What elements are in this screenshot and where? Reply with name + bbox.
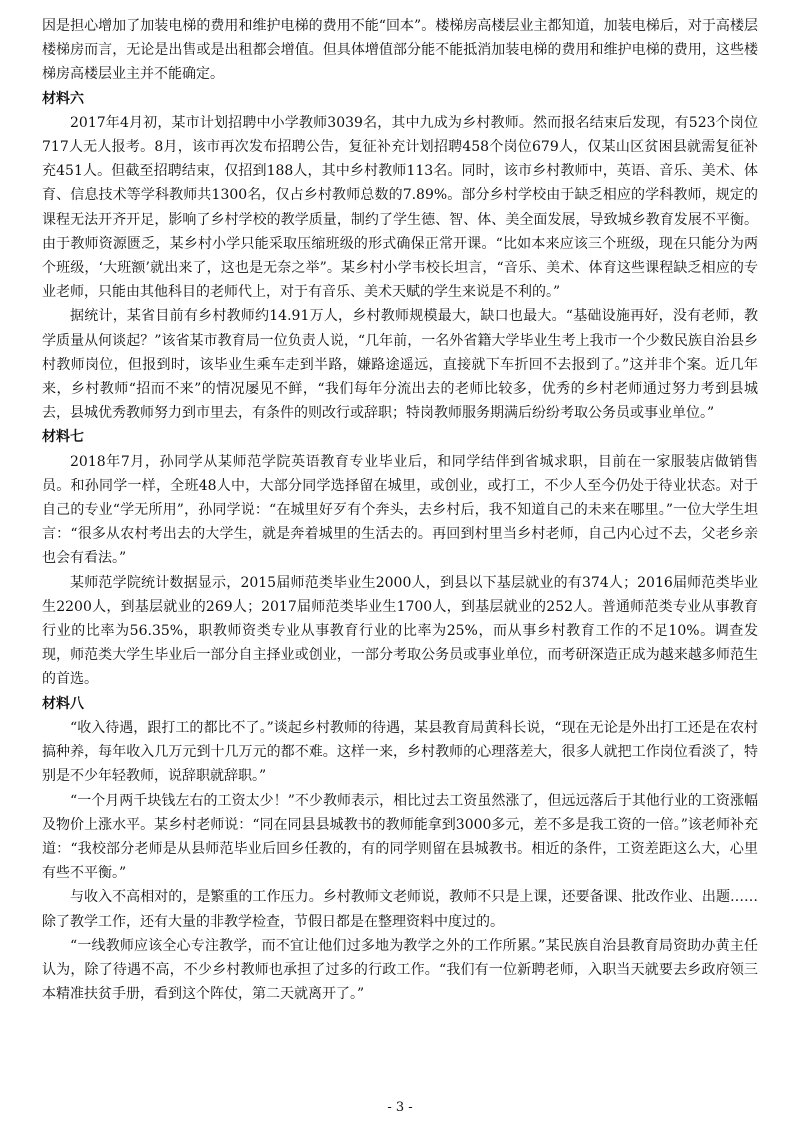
document-page	[42, 14, 758, 1006]
paragraph-administrative-burden: “一线教师应该全心专注教学，而不宜让他们过多地为教学之外的工作所累。”某民族自治县教育局资助办黄主任认为，除了待遇不高，不少乡村教师也承担了过多的行政工作。“我们有一位新聘老师，入职当天就要去乡政府领三本精准扶贫手册，看到这个阵仗，第二天就离开了。”	[42, 937, 758, 1003]
section-heading-material-8: 材料八	[42, 695, 84, 712]
paragraph-income-comparison: “收入待遇，跟打工的都比不了。”谈起乡村教师的待遇，某县教育局黄科长说，“现在无论是外出打工还是在农村搞种养，每年收入几万元到十几万元的都不难。这样一来，乡村教师的心理落差大，很多人就把工作岗位看淡了，特别是不少年轻教师，说辞职就辞职。”	[42, 719, 758, 785]
paragraph-graduate-story: 2018年7月，孙同学从某师范学院英语教育专业毕业后，和同学结伴到省城求职，目前在一家服装店做销售员。和孙同学一样，全班48人中，大部分同学选择留在城里，或创业，或打工，不少人至今仍处于待业状态。对于自己的专业“学无所用”，孙同学说：“在城里好歹有个奔头，去乡村后，我不知道自己的未来在哪里。”一位大学生坦言：“很多从农村考出去的大学生，就是奔着城里的生活去的。再回到村里当乡村老师，自己内心过不去，父老乡亲也会有看法。”	[42, 453, 758, 567]
section-heading-material-7: 材料七	[42, 429, 84, 446]
section-heading-material-6: 材料六	[42, 90, 84, 107]
page-number: - 3 -	[387, 1100, 413, 1115]
paragraph-continued: 因是担心增加了加装电梯的费用和维护电梯的费用不能“回本”。楼梯房高楼层业主都知道，加装电梯后，对于高楼层楼梯房而言，无论是出售或是出租都会增值。但具体增值部分能不能抵消加装电梯的费用和维护电梯的费用，这些楼梯房高楼层业主并不能确定。	[42, 18, 758, 83]
paragraph-teacher-recruitment: 2017年4月初，某市计划招聘中小学教师3039名，其中九成为乡村教师。然而报名结束后发现，有523个岗位717人无人报考。8月，该市再次发布招聘公告，复征补充计划招聘458个岗位679人，仅某山区贫困县就需复征补充451人。但截至招聘结束，仅招到188人，其中乡村教师113名。同时，该市乡村教师中，英语、音乐、美术、体育、信息技术等学科教师共1300名，仅占乡村教师总数的7.89%。部分乡村学校由于缺乏相应的学科教师，规定的课程无法开齐开足，影响了乡村学校的教学质量，制约了学生德、智、体、美全面发展，导致城乡教育发展不平衡。由于教师资源匮乏，某乡村小学只能采取压缩班级的形式确保正常开课。“比如本来应该三个班级，现在只能分为两个班级，‘大班额’就出来了，这也是无奈之举”。某乡村小学韦校长坦言，“音乐、美术、体育这些课程缺乏相应的专业老师，只能由其他科目的老师代上，对于有音乐、美术天赋的学生来说是不利的。”	[42, 114, 758, 301]
paragraph-salary-complaint: “一个月两千块钱左右的工资太少！”不少教师表示，相比过去工资虽然涨了，但远远落后于其他行业的工资涨幅及物价上涨水平。某乡村老师说：“同在同县县城教书的教师能拿到3000多元，差不多是我工资的一倍。”该老师补充道：“我校部分老师是从县师范毕业后回乡任教的，有的同学则留在县城教书。相近的条件，工资差距这么大，心里有些不平衡。”	[42, 792, 758, 882]
paragraph-workload: 与收入不高相对的，是繁重的工作压力。乡村教师文老师说，教师不只是上课，还要备课、批改作业、出题……除了教学工作，还有大量的非教学检查，节假日都是在整理资料中度过的。	[42, 889, 758, 930]
paragraph-rural-teacher-statistics: 据统计，某省目前有乡村教师约14.91万人，乡村教师规模最大，缺口也最大。“基础设施再好，没有老师，教学质量从何谈起？”该省某市教育局一位负责人说，“几年前，一名外省籍大学毕业生考上我市一个少数民族自治县乡村教师岗位，但报到时，该毕业生乘车走到半路，嫌路途遥远，直接就下车折回不去报到了。”这并非个案。近几年来，乡村教师“招而不来”的情况屡见不鲜，“我们每年分流出去的老师比较多，优秀的乡村老师通过努力考到县城去，县城优秀教师努力到市里去，有条件的则改行或辞职；特岗教师服务期满后纷纷考取公务员或事业单位。”	[42, 308, 758, 422]
paragraph-college-statistics: 某师范学院统计数据显示，2015届师范类毕业生2000人，到县以下基层就业的有374人；2016届师范类毕业生2200人，到基层就业的269人；2017届师范类毕业生1700人，到基层就业的252人。普通师范类专业从事教育行业的比率为56.35%，职教师资类专业从事教育行业的比率为25%，而从事乡村教育工作的不足10%。调查发现，师范类大学生毕业后一部分自主择业或创业，一部分考取公务员或事业单位，而考研深造正成为越来越多师范生的首选。	[42, 574, 758, 688]
